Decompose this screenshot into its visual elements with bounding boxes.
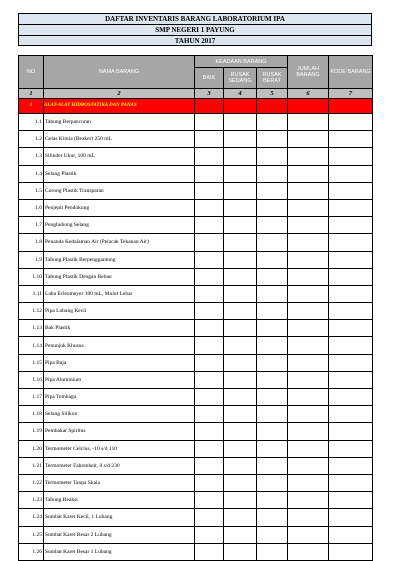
item-number: 1.26 — [19, 543, 44, 560]
item-number: 1.14 — [19, 337, 44, 354]
table-row — [19, 440, 373, 457]
cell-kode — [329, 268, 373, 285]
cell-baik — [195, 354, 224, 371]
item-number: 1.1 — [19, 114, 44, 131]
cell-rusak-berat — [257, 285, 288, 302]
cell-kode — [329, 474, 373, 491]
cell-baik — [195, 406, 224, 423]
column-number-row — [19, 89, 373, 99]
item-name: Penanda Kedalaman Air (Pelacak Tekanan Air) — [44, 234, 195, 251]
cell-baik — [195, 131, 224, 148]
item-number: 1.24 — [19, 509, 44, 526]
cell-rusak-berat — [257, 371, 288, 388]
cell-jumlah — [288, 99, 329, 114]
item-number: 1.3 — [19, 148, 44, 165]
item-number: 1.5 — [19, 182, 44, 199]
cell-rusak-sedang — [224, 440, 257, 457]
inventory-sheet — [18, 13, 372, 561]
cell-kode — [329, 99, 373, 114]
item-number: 1.12 — [19, 303, 44, 320]
cell-rusak-sedang — [224, 543, 257, 560]
column-number: 4 — [224, 89, 257, 99]
cell-jumlah — [288, 165, 329, 182]
header-kode-barang: KODE BARANG — [329, 56, 373, 89]
cell-baik — [195, 268, 224, 285]
cell-rusak-berat — [257, 337, 288, 354]
cell-rusak-sedang — [224, 251, 257, 268]
cell-rusak-berat — [257, 389, 288, 406]
cell-kode — [329, 526, 373, 543]
item-name: Sumbat Karet Besar 2 Lubang — [44, 526, 195, 543]
cell-baik — [195, 337, 224, 354]
cell-kode — [329, 337, 373, 354]
cell-kode — [329, 217, 373, 234]
cell-baik — [195, 251, 224, 268]
cell-rusak-berat — [257, 251, 288, 268]
item-name: Pipa Baja — [44, 354, 195, 371]
column-number: 2 — [44, 89, 195, 99]
cell-baik — [195, 114, 224, 131]
item-number: 1.15 — [19, 354, 44, 371]
cell-kode — [329, 509, 373, 526]
table-row — [19, 131, 373, 148]
cell-rusak-berat — [257, 148, 288, 165]
cell-rusak-berat — [257, 234, 288, 251]
item-name: Tabung Berpancuran — [44, 114, 195, 131]
category-row — [19, 99, 373, 114]
cell-jumlah — [288, 423, 329, 440]
cell-kode — [329, 182, 373, 199]
header-keadaan-barang: KEADAAN BARANG — [195, 56, 288, 68]
cell-kode — [329, 320, 373, 337]
cell-jumlah — [288, 371, 329, 388]
cell-jumlah — [288, 354, 329, 371]
cell-kode — [329, 543, 373, 560]
cell-baik — [195, 457, 224, 474]
table-row — [19, 406, 373, 423]
cell-jumlah — [288, 337, 329, 354]
column-number: 1 — [19, 89, 44, 99]
cell-jumlah — [288, 492, 329, 509]
item-name: Selang Plastik — [44, 165, 195, 182]
item-name: Corong Plastik Transparan — [44, 182, 195, 199]
cell-kode — [329, 354, 373, 371]
cell-kode — [329, 131, 373, 148]
cell-baik — [195, 99, 224, 114]
cell-jumlah — [288, 268, 329, 285]
column-number: 6 — [288, 89, 329, 99]
cell-baik — [195, 182, 224, 199]
header-rusak-sedang: RUSAK SEDANG — [224, 68, 257, 89]
item-name: Gelas Kimia (Beaker) 250 mL — [44, 131, 195, 148]
cell-rusak-sedang — [224, 406, 257, 423]
item-number: 1.6 — [19, 199, 44, 216]
cell-kode — [329, 165, 373, 182]
cell-baik — [195, 217, 224, 234]
cell-rusak-berat — [257, 543, 288, 560]
column-number: 3 — [195, 89, 224, 99]
cell-rusak-sedang — [224, 285, 257, 302]
cell-jumlah — [288, 457, 329, 474]
item-number: 1.21 — [19, 457, 44, 474]
cell-kode — [329, 389, 373, 406]
cell-kode — [329, 234, 373, 251]
cell-jumlah — [288, 440, 329, 457]
cell-baik — [195, 543, 224, 560]
table-row — [19, 526, 373, 543]
table-row — [19, 389, 373, 406]
table-row — [19, 371, 373, 388]
item-name: Bak Plastik — [44, 320, 195, 337]
cell-rusak-sedang — [224, 526, 257, 543]
cell-jumlah — [288, 406, 329, 423]
cell-kode — [329, 251, 373, 268]
item-number: 1.10 — [19, 268, 44, 285]
cell-rusak-berat — [257, 423, 288, 440]
cell-jumlah — [288, 217, 329, 234]
cell-jumlah — [288, 199, 329, 216]
cell-jumlah — [288, 509, 329, 526]
item-name: Tabung Plastik Berpenggantung — [44, 251, 195, 268]
column-number: 7 — [329, 89, 373, 99]
cell-rusak-sedang — [224, 492, 257, 509]
item-number: 1.19 — [19, 423, 44, 440]
cell-kode — [329, 406, 373, 423]
item-number: 1.18 — [19, 406, 44, 423]
table-row — [19, 423, 373, 440]
cell-rusak-sedang — [224, 148, 257, 165]
item-number: 1.25 — [19, 526, 44, 543]
cell-rusak-berat — [257, 114, 288, 131]
item-name: Sumbat Karet Kecil, 1 Lubang — [44, 509, 195, 526]
cell-jumlah — [288, 389, 329, 406]
cell-rusak-berat — [257, 457, 288, 474]
cell-rusak-berat — [257, 268, 288, 285]
cell-rusak-berat — [257, 354, 288, 371]
cell-rusak-berat — [257, 99, 288, 114]
sheet-title: DAFTAR INVENTARIS BARANG LABORATORIUM IPA — [18, 13, 372, 24]
header-rusak-berat: RUSAK BERAT — [257, 68, 288, 89]
cell-rusak-sedang — [224, 199, 257, 216]
cell-rusak-sedang — [224, 474, 257, 491]
cell-rusak-sedang — [224, 165, 257, 182]
header-baik: BAIK — [195, 68, 224, 89]
table-row — [19, 268, 373, 285]
school-name: SMP NEGERI 1 PAYUNG — [18, 24, 372, 35]
cell-rusak-berat — [257, 320, 288, 337]
cell-baik — [195, 474, 224, 491]
item-name: Termometer Tanpa Skala — [44, 474, 195, 491]
item-name: Tabung Plastik Dengan Beban — [44, 268, 195, 285]
cell-baik — [195, 389, 224, 406]
table-row — [19, 543, 373, 560]
cell-rusak-berat — [257, 217, 288, 234]
cell-rusak-berat — [257, 526, 288, 543]
table-row — [19, 320, 373, 337]
cell-rusak-berat — [257, 406, 288, 423]
cell-rusak-berat — [257, 199, 288, 216]
item-name: Termometer Fahrenheit, 0 s/d 230 — [44, 457, 195, 474]
table-row — [19, 354, 373, 371]
table-row — [19, 199, 373, 216]
cell-baik — [195, 320, 224, 337]
table-row — [19, 182, 373, 199]
table-row — [19, 285, 373, 302]
item-name: Pipa Tembaga — [44, 389, 195, 406]
item-number: 1.4 — [19, 165, 44, 182]
item-number: 1.8 — [19, 234, 44, 251]
cell-jumlah — [288, 474, 329, 491]
cell-kode — [329, 457, 373, 474]
cell-rusak-sedang — [224, 114, 257, 131]
item-number: 1.23 — [19, 492, 44, 509]
cell-kode — [329, 371, 373, 388]
cell-rusak-sedang — [224, 217, 257, 234]
cell-kode — [329, 440, 373, 457]
cell-rusak-sedang — [224, 389, 257, 406]
item-name: Labu Erlenmeyer 100 mL, Mulut Lebar — [44, 285, 195, 302]
item-number: 1.11 — [19, 285, 44, 302]
cell-baik — [195, 440, 224, 457]
cell-jumlah — [288, 303, 329, 320]
cell-jumlah — [288, 526, 329, 543]
cell-kode — [329, 199, 373, 216]
inventory-table — [18, 55, 373, 561]
cell-baik — [195, 199, 224, 216]
item-name: Penghubung Selang — [44, 217, 195, 234]
cell-rusak-sedang — [224, 131, 257, 148]
item-number: 1.2 — [19, 131, 44, 148]
table-row — [19, 492, 373, 509]
category-number: 1 — [19, 99, 44, 114]
item-name: Selang Silikon — [44, 406, 195, 423]
cell-kode — [329, 148, 373, 165]
table-row — [19, 251, 373, 268]
cell-baik — [195, 285, 224, 302]
item-name: Pipa Lubang Kecil — [44, 303, 195, 320]
item-name: Termometer Celcius, -10 s/d 110 — [44, 440, 195, 457]
item-name: Pembakar Spiritus — [44, 423, 195, 440]
cell-baik — [195, 526, 224, 543]
header-no: NO — [19, 56, 44, 89]
item-name: Silinder Ukur, 100 mL — [44, 148, 195, 165]
column-number: 5 — [257, 89, 288, 99]
cell-kode — [329, 114, 373, 131]
cell-baik — [195, 371, 224, 388]
header-jumlah-barang: JUMLAH BARANG — [288, 56, 329, 89]
cell-rusak-sedang — [224, 268, 257, 285]
cell-kode — [329, 285, 373, 302]
cell-jumlah — [288, 251, 329, 268]
cell-rusak-berat — [257, 131, 288, 148]
cell-rusak-berat — [257, 182, 288, 199]
table-row — [19, 165, 373, 182]
item-number: 1.17 — [19, 389, 44, 406]
cell-baik — [195, 234, 224, 251]
item-number: 1.20 — [19, 440, 44, 457]
item-name: Sumbat Karet Besar 1 Lubang — [44, 543, 195, 560]
table-row — [19, 148, 373, 165]
table-row — [19, 509, 373, 526]
cell-kode — [329, 492, 373, 509]
cell-baik — [195, 492, 224, 509]
cell-rusak-sedang — [224, 457, 257, 474]
item-number: 1.13 — [19, 320, 44, 337]
table-row — [19, 474, 373, 491]
table-row — [19, 217, 373, 234]
item-number: 1.7 — [19, 217, 44, 234]
cell-kode — [329, 423, 373, 440]
header-nama-barang: NAMA BARANG — [44, 56, 195, 89]
cell-rusak-berat — [257, 492, 288, 509]
cell-jumlah — [288, 285, 329, 302]
table-row — [19, 457, 373, 474]
cell-rusak-sedang — [224, 371, 257, 388]
cell-jumlah — [288, 234, 329, 251]
cell-rusak-sedang — [224, 509, 257, 526]
cell-rusak-sedang — [224, 234, 257, 251]
cell-jumlah — [288, 320, 329, 337]
item-name: Penunjuk Khusus — [44, 337, 195, 354]
cell-rusak-sedang — [224, 337, 257, 354]
table-row — [19, 303, 373, 320]
item-name: Penjepit Pendukung — [44, 199, 195, 216]
cell-rusak-berat — [257, 440, 288, 457]
cell-baik — [195, 423, 224, 440]
item-number: 1.16 — [19, 371, 44, 388]
cell-rusak-berat — [257, 509, 288, 526]
cell-jumlah — [288, 543, 329, 560]
cell-rusak-sedang — [224, 354, 257, 371]
cell-jumlah — [288, 148, 329, 165]
cell-rusak-sedang — [224, 303, 257, 320]
table-row — [19, 337, 373, 354]
cell-rusak-sedang — [224, 99, 257, 114]
cell-rusak-sedang — [224, 423, 257, 440]
table-row — [19, 114, 373, 131]
cell-rusak-berat — [257, 303, 288, 320]
cell-baik — [195, 303, 224, 320]
cell-jumlah — [288, 182, 329, 199]
item-number: 1.22 — [19, 474, 44, 491]
item-name: Pipa Aluminium — [44, 371, 195, 388]
table-row — [19, 234, 373, 251]
cell-baik — [195, 165, 224, 182]
cell-rusak-sedang — [224, 320, 257, 337]
category-name: ALAT-ALAT HIDROSTATIKA DAN PANAS — [44, 99, 195, 114]
cell-rusak-berat — [257, 474, 288, 491]
cell-jumlah — [288, 131, 329, 148]
item-number: 1.9 — [19, 251, 44, 268]
cell-rusak-berat — [257, 165, 288, 182]
item-name: Tabung Reaksi — [44, 492, 195, 509]
cell-baik — [195, 148, 224, 165]
cell-baik — [195, 509, 224, 526]
cell-kode — [329, 303, 373, 320]
cell-rusak-sedang — [224, 182, 257, 199]
cell-jumlah — [288, 114, 329, 131]
year-label: TAHUN 2017 — [18, 35, 372, 46]
